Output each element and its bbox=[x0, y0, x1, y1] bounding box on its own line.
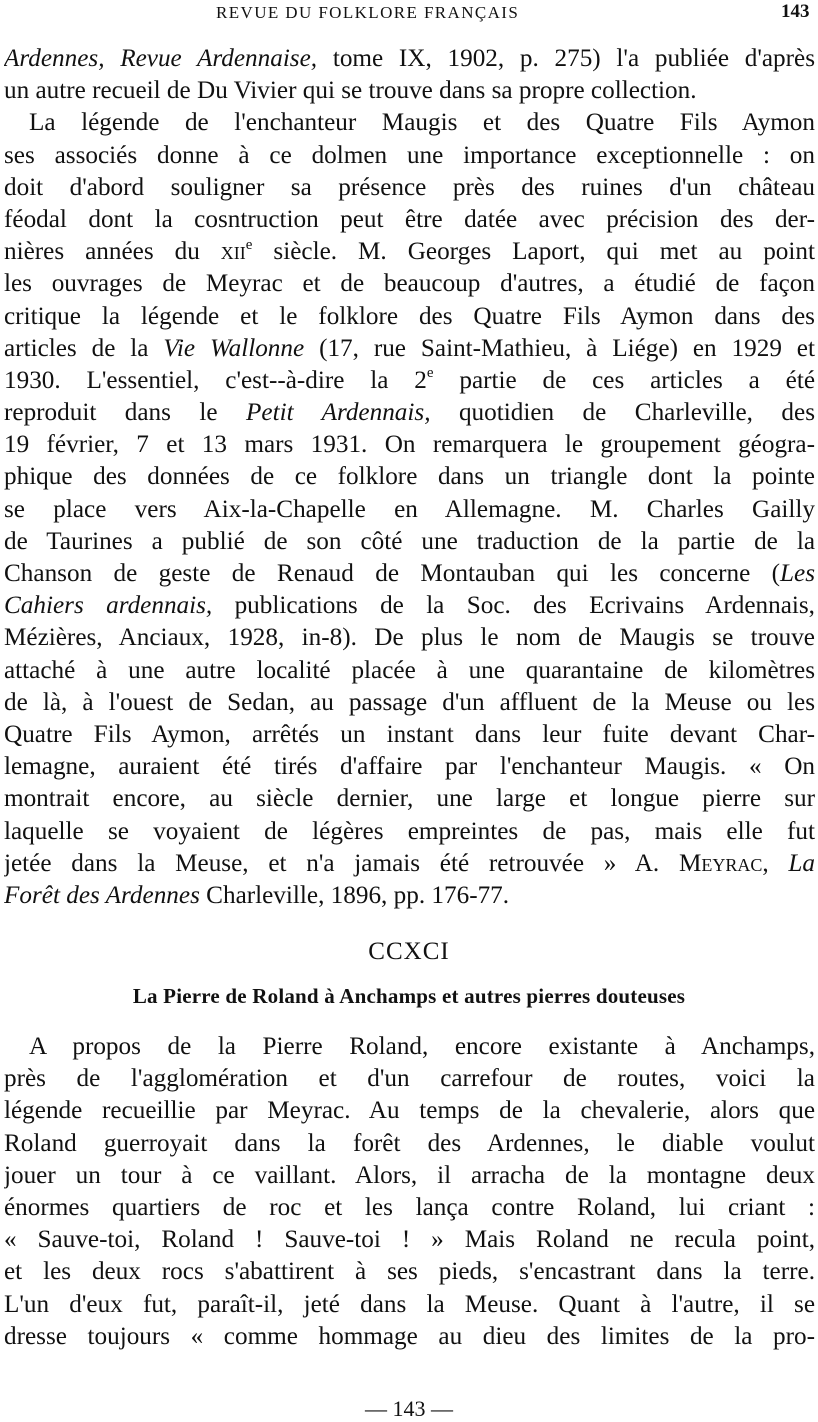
text-line: Quatre Fils Aymon, arrêtés un instant dans leur fuite devant Char- bbox=[4, 720, 815, 748]
section-number: CCXCI bbox=[368, 938, 450, 965]
text-line: Mézières, Anciaux, 1928, in-8). De plus le nom de Maugis se trouve bbox=[4, 624, 815, 652]
text-line: attaché à une autre localité placée à une quarantaine de kilomètres bbox=[4, 656, 815, 684]
text-line: 19 février, 7 et 13 mars 1931. On remarquera le groupement géogra- bbox=[4, 431, 815, 459]
running-header bbox=[0, 0, 818, 28]
text-line-indented: A propos de la Pierre Roland, encore existante à Anchamps, bbox=[29, 1033, 815, 1060]
text-line: nières années du xii$^e$ siècle. M. Georges Laport, qui met au point bbox=[4, 236, 815, 266]
text-line: et les deux rocs s'abattirent à ses pieds, s'encastrant dans la terre. bbox=[4, 1258, 815, 1286]
paragraph-continuation bbox=[4, 43, 815, 912]
text-line: lemagne, auraient été tirés d'affaire par l'enchanteur Maugis. « On bbox=[4, 753, 815, 781]
text-line-indented: La légende de l'enchanteur Maugis et des Quatre Fils Aymon bbox=[29, 109, 815, 137]
italic-citation: Les bbox=[780, 560, 815, 587]
running-title: REVUE DU FOLKLORE FRANÇAIS bbox=[216, 3, 520, 22]
italic-citation: Forêt des Ardennes bbox=[4, 881, 200, 909]
text-line: reproduit dans le Petit Ardennais, quotidien de Charleville, des bbox=[4, 399, 815, 427]
text-line: phique des données de ce folklore dans un triangle dont la pointe bbox=[4, 463, 815, 491]
text-line: jouer un tour à ce vaillant. Alors, il arracha de la montagne deux bbox=[4, 1161, 815, 1189]
text-line: laquelle se voyaient de légères empreintes de pas, mais elle fut bbox=[4, 817, 815, 845]
text-line: se place vers Aix-la-Chapelle en Allemagne. M. Charles Gailly bbox=[4, 495, 815, 523]
text-line: Roland guerroyait dans la forêt des Ardennes, le diable voulut bbox=[4, 1129, 815, 1157]
text-line: « Sauve-toi, Roland ! Sauve-toi ! » Mais Roland ne recula point, bbox=[4, 1226, 815, 1254]
page-number: — 143 — bbox=[365, 1396, 453, 1421]
text-line: Cahiers ardennais, publications de la Soc. des Ecrivains Ardennais, bbox=[4, 592, 815, 620]
text-line: montrait encore, au siècle dernier, une large et longue pierre sur bbox=[4, 785, 815, 813]
text-line: énormes quartiers de roc et les lança contre Roland, lui criant : bbox=[4, 1193, 815, 1221]
text-line: Forêt des Ardennes Charleville, 1896, pp. 176-77. bbox=[4, 881, 510, 909]
text-line: jetée dans la Meuse, et n'a jamais été retrouvée » A. Meyrac, La bbox=[4, 849, 815, 877]
text-line: dresse toujours « comme hommage au dieu des limites de la pro- bbox=[4, 1322, 815, 1350]
italic-citation: Cahiers ardennais, bbox=[4, 592, 213, 620]
text-line: légende recueillie par Meyrac. Au temps de la chevalerie, alors que bbox=[4, 1097, 815, 1125]
text-line: Chanson de geste de Renaud de Montauban qui les concerne (Les bbox=[4, 560, 815, 587]
text-line: L'un d'eux fut, paraît-il, jeté dans la Meuse. Quant à l'autre, il se bbox=[4, 1290, 815, 1318]
text-line: articles de la Vie Wallonne (17, rue Saint-Mathieu, à Liége) en 1929 et bbox=[4, 334, 815, 362]
section-title: La Pierre de Roland à Anchamps et autres pierres douteuses bbox=[132, 984, 686, 1008]
italic-citation: Vie Wallonne bbox=[163, 334, 305, 362]
header-page-number: 143 bbox=[781, 1, 810, 22]
author-name: Meyrac, bbox=[678, 849, 769, 877]
text-line: féodal dont la cosntruction peut être datée avec précision des der- bbox=[4, 205, 815, 233]
text-line: ses associés donne à ce dolmen une importance exceptionnelle : on bbox=[4, 141, 815, 169]
italic-citation: Ardennes, Revue Ardennaise, bbox=[4, 45, 318, 72]
text-line: 1930. L'essentiel, c'est--à-dire la 2e partie de ces articles a été bbox=[4, 365, 815, 394]
text-line: critique la légende et le folklore des Quatre Fils Aymon dans des bbox=[4, 302, 815, 330]
italic-citation: La bbox=[788, 849, 815, 877]
text-line: doit d'abord souligner sa présence près des ruines d'un château bbox=[4, 173, 815, 201]
italic-citation: Petit Ardennais, bbox=[246, 399, 431, 427]
paragraph bbox=[4, 1031, 815, 1353]
text-line: près de l'agglomération et d'un carrefour de routes, voici la bbox=[4, 1065, 815, 1093]
text-line: un autre recueil de Du Vivier qui se trouve dans sa propre collection. bbox=[4, 77, 697, 105]
text-line: les ouvrages de Meyrac et de beaucoup d'autres, a étudié de façon bbox=[4, 270, 815, 298]
text-line: Ardennes, Revue Ardennaise, tome IX, 1902, p. 275) l'a publiée d'après bbox=[4, 45, 815, 72]
text-line: de là, à l'ouest de Sedan, au passage d'un affluent de la Meuse ou les bbox=[4, 688, 815, 716]
text-line: de Taurines a publié de son côté une traduction de la partie de la bbox=[4, 527, 815, 555]
